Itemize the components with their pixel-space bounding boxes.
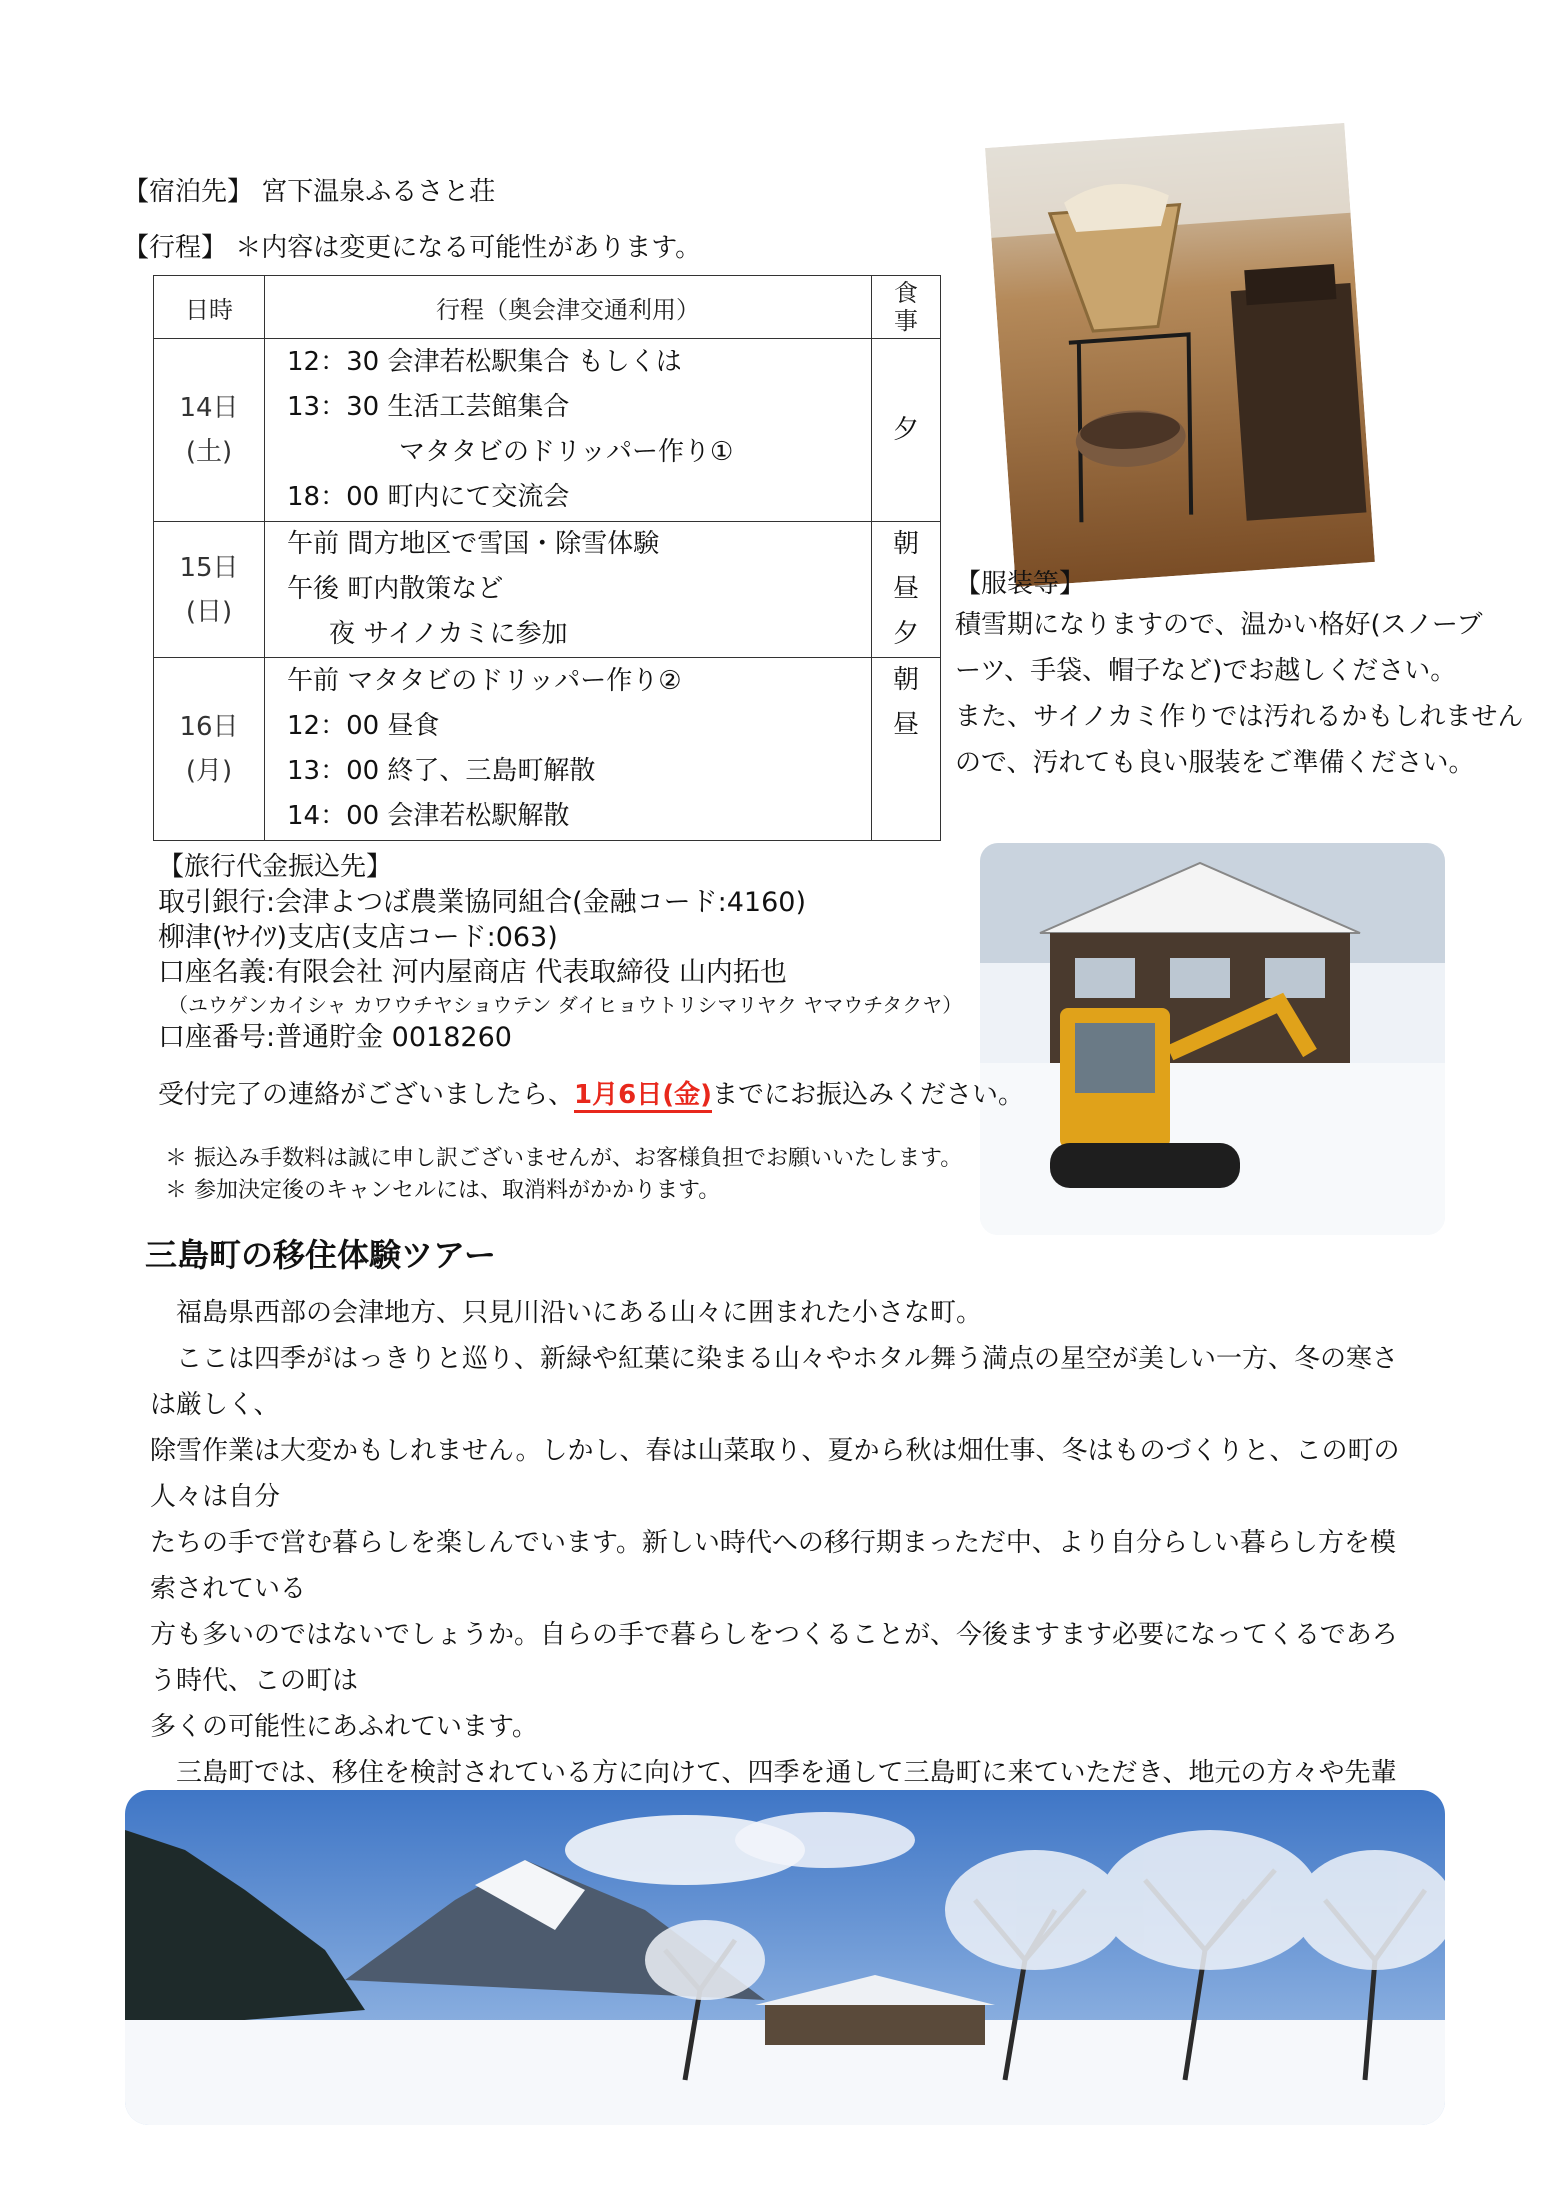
plan-line: 午前 間方地区で雪国・除雪体験 <box>287 529 660 559</box>
note-item: ＊ 振込み手数料は誠に申し訳ございませんが、お客様負担でお願いいたします。 <box>165 1146 963 1171</box>
tour-line: たちの手で営む暮らしを楽しんでいます。新しい時代への移行期まっただ中、より自分らしい暮らし方を模索されている <box>150 1528 1396 1604</box>
row-day: 16日 <box>179 712 239 742</box>
clothing-section <box>955 566 1524 786</box>
table-row <box>154 522 941 658</box>
row-meal-cell <box>872 522 941 658</box>
row-meal-cell <box>872 658 941 841</box>
plan-line: 13：00 終了、三島町解散 <box>287 756 596 786</box>
schedule-table <box>153 275 941 841</box>
payment-account-kana: （ユウゲンカイシャ カワウチヤショウテン ダイヒョウトリシマリヤク ヤマウチタクヤ） <box>168 993 963 1017</box>
payment-notes <box>165 1143 962 1207</box>
tour-line: 方も多いのではないでしょうか。自らの手で暮らしをつくることが、今後ますます必要になってくるであろう時代、この町は <box>150 1620 1398 1696</box>
meal: 夕 <box>892 414 919 445</box>
plan-line: 12：30 会津若松駅集合 もしくは <box>287 347 682 377</box>
meal: 昼 <box>892 710 919 740</box>
tour-line: 三島町では、移住を検討されている方に向けて、四季を通して三島町に来ていただき、地元の方々や先輩 <box>176 1758 1397 1788</box>
clothing-line: 積雪期になりますので、温かい格好(スノーブ <box>955 610 1483 640</box>
plan-line: 午前 マタタビのドリッパー作り② <box>287 666 682 696</box>
tour-line: 除雪作業は大変かもしれません。しかし、春は山菜取り、夏から秋は畑仕事、冬はものづくりと、この町の人々は自分 <box>150 1436 1400 1512</box>
itinerary-heading: 【行程】 ＊内容は変更になる可能性があります。 <box>123 233 702 263</box>
meal: 朝 <box>892 529 919 559</box>
payment-branch: 柳津(ﾔﾅｲﾂ)支店(支店コード:063) <box>158 922 558 953</box>
meal: 夕 <box>892 619 919 649</box>
payment-deadline <box>158 1075 1024 1115</box>
clothing-line: また、サイノカミ作りでは汚れるかもしれません <box>955 702 1524 732</box>
tour-line: ここは四季がはっきりと巡り、新緑や紅葉に染まる山々やホタル舞う満点の星空が美しい一方、冬の寒さは厳しく、 <box>150 1344 1399 1420</box>
header-date: 日時 <box>154 276 265 339</box>
row-weekday: (月) <box>185 756 233 786</box>
row-meal-cell <box>872 339 941 522</box>
excavator-photo <box>980 843 1445 1235</box>
row-weekday: (日) <box>185 596 233 627</box>
plan-line: 夜 サイノカミに参加 <box>329 619 568 649</box>
deadline-pre: 受付完了の連絡がございましたら、 <box>158 1080 575 1110</box>
lodging-line: 【宿泊先】 宮下温泉ふるさと荘 <box>123 177 496 207</box>
row-plan-cell <box>265 339 872 522</box>
table-row <box>154 658 941 841</box>
dripper-photo <box>985 123 1375 587</box>
header-meal <box>872 276 941 339</box>
clothing-line: ーツ、手袋、帽子など)でお越しください。 <box>955 656 1457 686</box>
plan-line: マタタビのドリッパー作り① <box>399 437 734 467</box>
tour-paragraph: 福島県西部の会津地方、只見川沿いにある山々に囲まれた小さな町。 <box>176 1298 983 1328</box>
plan-line: 13：30 生活工芸館集合 <box>287 392 570 422</box>
tour-title: 三島町の移住体験ツアー <box>145 1236 497 1274</box>
deadline-post: までにお振込みください。 <box>711 1080 1024 1110</box>
row-day: 14日 <box>179 393 239 423</box>
row-plan-cell <box>265 522 872 658</box>
header-plan: 行程（奥会津交通利用） <box>265 276 872 339</box>
row-day-cell <box>154 658 265 841</box>
payment-heading: 【旅行代金振込先】 <box>158 852 393 882</box>
header-meal-text: 食事 <box>894 279 918 335</box>
payment-account-name: 口座名義:有限会社 河内屋商店 代表取締役 山内拓也 <box>158 957 787 988</box>
row-day-cell <box>154 339 265 522</box>
landscape-photo <box>125 1790 1445 2125</box>
table-header-row <box>154 276 941 339</box>
plan-line: 18：00 町内にて交流会 <box>287 482 570 512</box>
payment-bank: 取引銀行:会津よつば農業協同組合(金融コード:4160) <box>158 887 806 918</box>
payment-account-number: 口座番号:普通貯金 0018260 <box>158 1022 512 1053</box>
meal: 朝 <box>892 665 919 695</box>
clothing-line: ので、汚れても良い服装をご準備ください。 <box>955 748 1475 778</box>
deadline-date: 1月6日(金) <box>574 1080 712 1113</box>
plan-line: 14：00 会津若松駅解散 <box>287 801 570 831</box>
row-plan-cell <box>265 658 872 841</box>
row-day-cell <box>154 522 265 658</box>
clothing-heading: 【服装等】 <box>955 569 1086 599</box>
payment-section <box>158 850 998 1055</box>
dripper-illustration <box>985 123 1375 587</box>
landscape-illustration <box>125 1790 1445 2125</box>
row-day: 15日 <box>179 552 239 583</box>
note-item: ＊ 参加決定後のキャンセルには、取消料がかかります。 <box>165 1178 721 1203</box>
meal: 昼 <box>892 574 919 604</box>
tour-line: 多くの可能性にあふれています。 <box>150 1712 538 1742</box>
excavator-illustration <box>980 843 1445 1235</box>
table-row <box>154 339 941 522</box>
plan-line: 午後 町内散策など <box>287 574 504 604</box>
plan-line: 12：00 昼食 <box>287 711 440 741</box>
row-weekday: (土) <box>185 437 233 467</box>
